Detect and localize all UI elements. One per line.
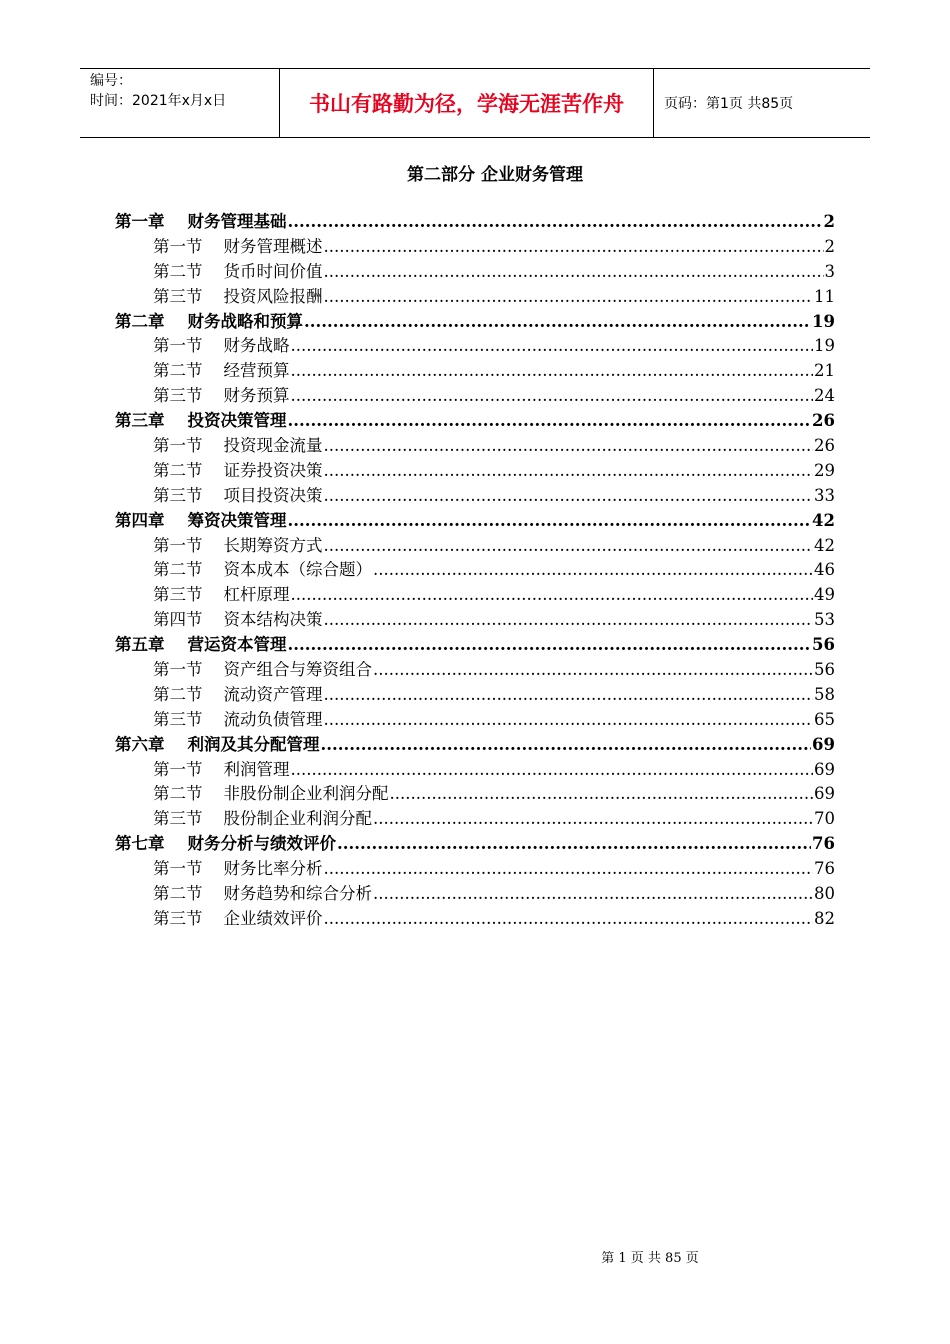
- toc-chapter-entry[interactable]: [115, 507, 835, 532]
- toc-section-entry[interactable]: [115, 581, 835, 606]
- toc-entry-label: 第三节 项目投资决策: [153, 485, 323, 505]
- toc-entry-page: 76: [814, 859, 835, 879]
- toc-leader-dots: [337, 834, 811, 853]
- toc-leader-dots: [304, 312, 811, 331]
- toc-entry-page: 53: [814, 610, 835, 630]
- toc-leader-dots: [323, 610, 813, 629]
- toc-leader-dots: [323, 287, 813, 306]
- toc-entry-page: 80: [814, 884, 835, 904]
- header-meta: [80, 69, 280, 137]
- toc-section-entry[interactable]: [115, 556, 835, 581]
- toc-entry-label: 第三节 财务预算: [153, 386, 290, 406]
- toc-section-entry[interactable]: [115, 855, 835, 880]
- toc-entry-page: 70: [814, 809, 835, 829]
- toc-section-entry[interactable]: [115, 532, 835, 557]
- toc-section-entry[interactable]: [115, 606, 835, 631]
- toc-entry-label: 第二节 资本成本（综合题）: [153, 560, 372, 580]
- toc-entry-label: 第一节 财务比率分析: [153, 859, 323, 879]
- toc-leader-dots: [323, 685, 813, 704]
- toc-section-entry[interactable]: [115, 357, 835, 382]
- toc-leader-dots: [290, 386, 813, 405]
- toc-entry-page: 56: [812, 635, 835, 655]
- toc-section-entry[interactable]: [115, 706, 835, 731]
- toc-entry-page: 24: [814, 386, 835, 406]
- toc-entry-label: 第七章 财务分析与绩效评价: [115, 834, 336, 854]
- number-label: 编号：: [90, 73, 132, 89]
- toc-entry-label: 第一节 长期筹资方式: [153, 535, 323, 555]
- toc-chapter-entry[interactable]: [115, 631, 835, 656]
- toc-leader-dots: [373, 884, 813, 903]
- toc-entry-page: 58: [814, 684, 835, 704]
- toc-leader-dots: [323, 909, 813, 928]
- toc-entry-label: 第二节 证券投资决策: [153, 460, 323, 480]
- toc-entry-label: 第四节 资本结构决策: [153, 610, 323, 630]
- toc-section-entry[interactable]: [115, 756, 835, 781]
- toc-entry-label: 第三节 投资风险报酬: [153, 286, 323, 306]
- header-page-info: 页码：第1页 共85页: [664, 96, 794, 112]
- toc-entry-label: 第二节 非股份制企业利润分配: [153, 784, 389, 804]
- toc-entry-page: 65: [814, 709, 835, 729]
- toc-leader-dots: [323, 859, 813, 878]
- toc-chapter-entry[interactable]: [115, 407, 835, 432]
- toc-entry-page: 42: [812, 510, 835, 530]
- toc-leader-dots: [323, 237, 823, 256]
- toc-leader-dots: [323, 536, 813, 555]
- page-header: [80, 68, 870, 138]
- time-label: 时间：2021年x月x日: [90, 93, 227, 109]
- toc-leader-dots: [290, 760, 813, 779]
- toc-leader-dots: [290, 361, 813, 380]
- table-of-contents: [115, 208, 835, 930]
- toc-entry-label: 第三节 流动负债管理: [153, 709, 323, 729]
- toc-section-entry[interactable]: [115, 805, 835, 830]
- toc-entry-page: 21: [814, 361, 835, 381]
- toc-entry-page: 2: [824, 236, 835, 256]
- toc-leader-dots: [323, 436, 813, 455]
- toc-leader-dots: [287, 212, 822, 231]
- toc-leader-dots: [287, 411, 811, 430]
- toc-section-entry[interactable]: [115, 233, 835, 258]
- toc-entry-label: 第二节 经营预算: [153, 361, 290, 381]
- toc-entry-page: 19: [814, 336, 835, 356]
- toc-entry-label: 第三节 企业绩效评价: [153, 908, 323, 928]
- toc-entry-page: 26: [812, 411, 835, 431]
- toc-entry-label: 第一节 投资现金流量: [153, 436, 323, 456]
- toc-leader-dots: [373, 560, 813, 579]
- toc-leader-dots: [373, 660, 813, 679]
- toc-chapter-entry[interactable]: [115, 208, 835, 233]
- toc-leader-dots: [323, 262, 823, 281]
- toc-section-entry[interactable]: [115, 880, 835, 905]
- toc-leader-dots: [287, 635, 811, 654]
- toc-entry-label: 第二节 货币时间价值: [153, 261, 323, 281]
- toc-section-entry[interactable]: [115, 283, 835, 308]
- toc-entry-label: 第二章 财务战略和预算: [115, 311, 303, 331]
- toc-entry-page: 69: [814, 759, 835, 779]
- toc-leader-dots: [389, 784, 813, 803]
- toc-leader-dots: [287, 511, 811, 530]
- toc-entry-label: 第五章 营运资本管理: [115, 635, 287, 655]
- toc-entry-label: 第一节 财务管理概述: [153, 236, 323, 256]
- toc-entry-page: 69: [812, 734, 835, 754]
- toc-entry-page: 49: [814, 585, 835, 605]
- toc-entry-label: 第一章 财务管理基础: [115, 212, 287, 231]
- toc-entry-page: 2: [823, 212, 835, 231]
- toc-leader-dots: [323, 461, 813, 480]
- toc-entry-label: 第一节 财务战略: [153, 336, 290, 356]
- toc-entry-page: 42: [814, 535, 835, 555]
- toc-entry-label: 第三章 投资决策管理: [115, 411, 287, 431]
- toc-leader-dots: [290, 585, 813, 604]
- toc-entry-page: 19: [812, 311, 835, 331]
- toc-entry-page: 3: [824, 261, 835, 281]
- toc-leader-dots: [320, 735, 811, 754]
- toc-section-entry[interactable]: [115, 482, 835, 507]
- page-footer: 第 1 页 共 85 页: [601, 1251, 699, 1266]
- toc-section-entry[interactable]: [115, 681, 835, 706]
- toc-entry-label: 第一节 利润管理: [153, 759, 290, 779]
- toc-entry-page: 26: [814, 436, 835, 456]
- toc-section-entry[interactable]: [115, 258, 835, 283]
- toc-entry-page: 82: [814, 908, 835, 928]
- toc-section-entry[interactable]: [115, 780, 835, 805]
- toc-leader-dots: [323, 710, 813, 729]
- toc-entry-label: 第一节 资产组合与筹资组合: [153, 660, 372, 680]
- toc-entry-page: 29: [814, 460, 835, 480]
- toc-entry-label: 第二节 流动资产管理: [153, 684, 323, 704]
- toc-chapter-entry[interactable]: [115, 308, 835, 333]
- toc-entry-label: 第三节 杠杆原理: [153, 585, 290, 605]
- toc-entry-page: 33: [814, 485, 835, 505]
- toc-entry-page: 11: [814, 286, 835, 306]
- header-motto: 书山有路勤为径，学海无涯苦作舟: [280, 69, 654, 137]
- toc-chapter-entry[interactable]: [115, 731, 835, 756]
- document-title: 第二部分 企业财务管理: [407, 165, 583, 185]
- toc-entry-page: 56: [814, 660, 835, 680]
- toc-leader-dots: [373, 809, 813, 828]
- toc-section-entry[interactable]: [115, 457, 835, 482]
- toc-entry-label: 第三节 股份制企业利润分配: [153, 809, 372, 829]
- toc-entry-label: 第六章 利润及其分配管理: [115, 734, 320, 754]
- toc-section-entry[interactable]: [115, 332, 835, 357]
- toc-section-entry[interactable]: [115, 905, 835, 930]
- toc-section-entry[interactable]: [115, 656, 835, 681]
- toc-section-entry[interactable]: [115, 382, 835, 407]
- toc-leader-dots: [290, 336, 813, 355]
- toc-chapter-entry[interactable]: [115, 830, 835, 855]
- toc-leader-dots: [323, 486, 813, 505]
- toc-entry-label: 第四章 筹资决策管理: [115, 510, 287, 530]
- toc-section-entry[interactable]: [115, 432, 835, 457]
- toc-entry-page: 76: [812, 834, 835, 854]
- toc-entry-label: 第二节 财务趋势和综合分析: [153, 884, 372, 904]
- toc-entry-page: 46: [814, 560, 835, 580]
- toc-entry-page: 69: [814, 784, 835, 804]
